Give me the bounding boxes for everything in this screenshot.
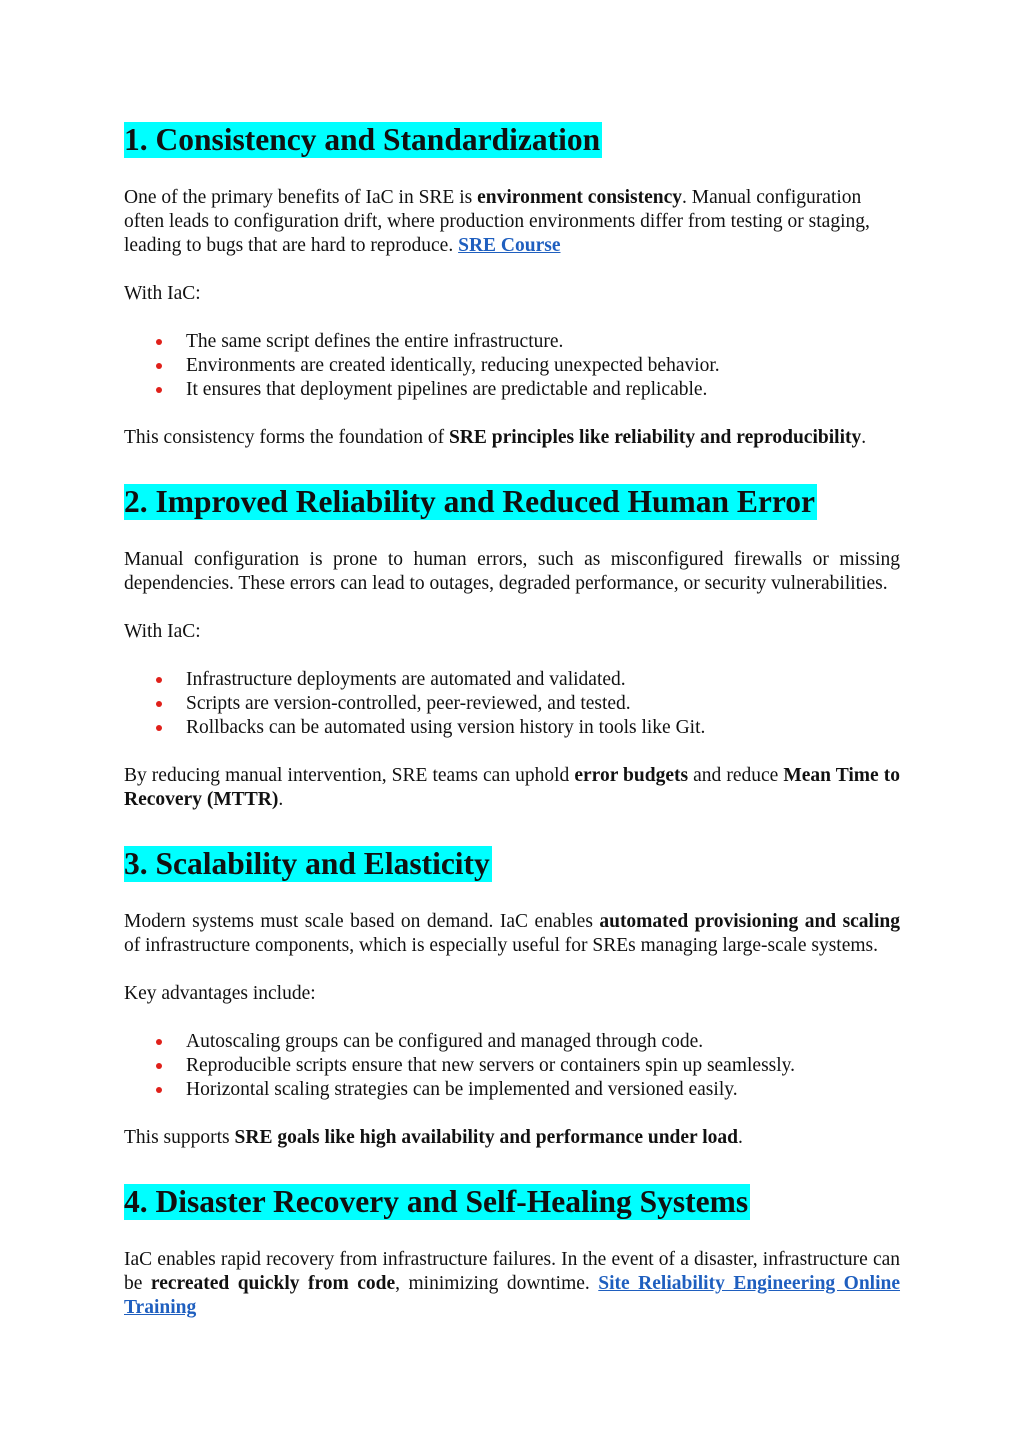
- bullet-icon: [156, 339, 162, 345]
- bullet-icon: [156, 677, 162, 683]
- section-2-closing: [124, 764, 900, 812]
- list-item-text: Environments are created identically, reducing unexpected behavior.: [186, 355, 720, 376]
- bold-text: recreated quickly from code: [150, 1273, 396, 1294]
- text-run: This supports: [124, 1127, 235, 1148]
- list-item: [124, 1030, 900, 1054]
- section-heading: 4. Disaster Recovery and Self-Healing Systems: [124, 1184, 749, 1219]
- list-item: [124, 692, 900, 716]
- bold-text: Mean Time to Recovery (MTTR): [124, 765, 900, 810]
- section-3-intro: [124, 910, 900, 958]
- text-run: , minimizing downtime.: [395, 1273, 599, 1294]
- text-run: of infrastructure components, which is especially useful for SREs managing large-scale systems.: [124, 935, 878, 956]
- text-run: By reducing manual intervention, SRE teams can uphold: [124, 765, 575, 786]
- bullet-icon: [156, 1087, 162, 1093]
- bullet-icon: [156, 1039, 162, 1045]
- list-item: [124, 1054, 900, 1078]
- list-item-text: Infrastructure deployments are automated and validated.: [186, 669, 626, 690]
- text-run: Modern systems must scale based on demand. IaC enables: [124, 911, 600, 932]
- text-run: .: [278, 789, 284, 810]
- section-3-bullet-list: [124, 1030, 900, 1102]
- section-1-lead: With IaC:: [124, 283, 201, 304]
- list-item-text: Reproducible scripts ensure that new servers or containers spin up seamlessly.: [186, 1055, 796, 1076]
- text-run: One of the primary benefits of IaC in SRE is: [124, 187, 478, 208]
- bullet-icon: [156, 725, 162, 731]
- section-2-intro: Manual configuration is prone to human errors, such as misconfigured firewalls or missing dependencies. These errors can lead to outages, degraded performance, or security vulnerabilities.: [124, 549, 900, 594]
- text-run: and reduce: [688, 765, 784, 786]
- bold-text: SRE principles like reliability and reproducibility: [448, 427, 862, 448]
- text-run: IaC enables rapid recovery from infrastructure failures. In the event of a disaster, infrastructure can be: [124, 1249, 900, 1294]
- bullet-icon: [156, 701, 162, 707]
- list-item: [124, 378, 900, 402]
- list-item: [124, 1078, 900, 1102]
- bullet-icon: [156, 1063, 162, 1069]
- bullet-icon: [156, 387, 162, 393]
- sre-online-training-link[interactable]: Site Reliability Engineering Online Training: [124, 1273, 901, 1318]
- list-item-text: It ensures that deployment pipelines are predictable and replicable.: [186, 379, 708, 400]
- section-1-intro: [124, 186, 900, 258]
- list-item-text: Autoscaling groups can be configured and managed through code.: [186, 1031, 704, 1052]
- section-3-lead: Key advantages include:: [124, 983, 316, 1004]
- list-item-text: Scripts are version-controlled, peer-reviewed, and tested.: [186, 693, 631, 714]
- section-3: [124, 846, 900, 888]
- section-1-closing: [124, 426, 900, 450]
- section-2-lead: With IaC:: [124, 621, 201, 642]
- section-1-bullet-list: [124, 330, 900, 402]
- bold-text: error budgets: [574, 765, 689, 786]
- text-run: .: [861, 427, 867, 448]
- section-heading: 1. Consistency and Standardization: [124, 122, 601, 157]
- section-3-closing: [124, 1126, 900, 1150]
- list-item: [124, 354, 900, 378]
- document-body: [124, 122, 900, 1320]
- list-item: [124, 330, 900, 354]
- section-1: [124, 122, 900, 164]
- text-run: . Manual configuration often leads to configuration drift, where production environments differ from testing or staging, leading to bugs that are hard to reproduce.: [124, 187, 870, 256]
- list-item-text: Rollbacks can be automated using version history in tools like Git.: [186, 717, 706, 738]
- list-item: [124, 668, 900, 692]
- list-item-text: The same script defines the entire infrastructure.: [186, 331, 564, 352]
- text-run: .: [737, 1127, 743, 1148]
- section-4-intro: [124, 1248, 900, 1320]
- sre-course-link[interactable]: SRE Course: [458, 235, 561, 256]
- section-heading: 2. Improved Reliability and Reduced Human Error: [124, 484, 816, 519]
- bold-text: automated provisioning and scaling: [599, 911, 900, 932]
- section-2: [124, 484, 900, 526]
- section-4: [124, 1184, 900, 1226]
- bold-text: SRE goals like high availability and performance under load: [234, 1127, 738, 1148]
- bold-text: environment consistency: [477, 187, 683, 208]
- list-item: [124, 716, 900, 740]
- text-run: This consistency forms the foundation of: [124, 427, 449, 448]
- list-item-text: Horizontal scaling strategies can be implemented and versioned easily.: [186, 1079, 738, 1100]
- section-2-bullet-list: [124, 668, 900, 740]
- section-heading: 3. Scalability and Elasticity: [124, 846, 490, 881]
- bullet-icon: [156, 363, 162, 369]
